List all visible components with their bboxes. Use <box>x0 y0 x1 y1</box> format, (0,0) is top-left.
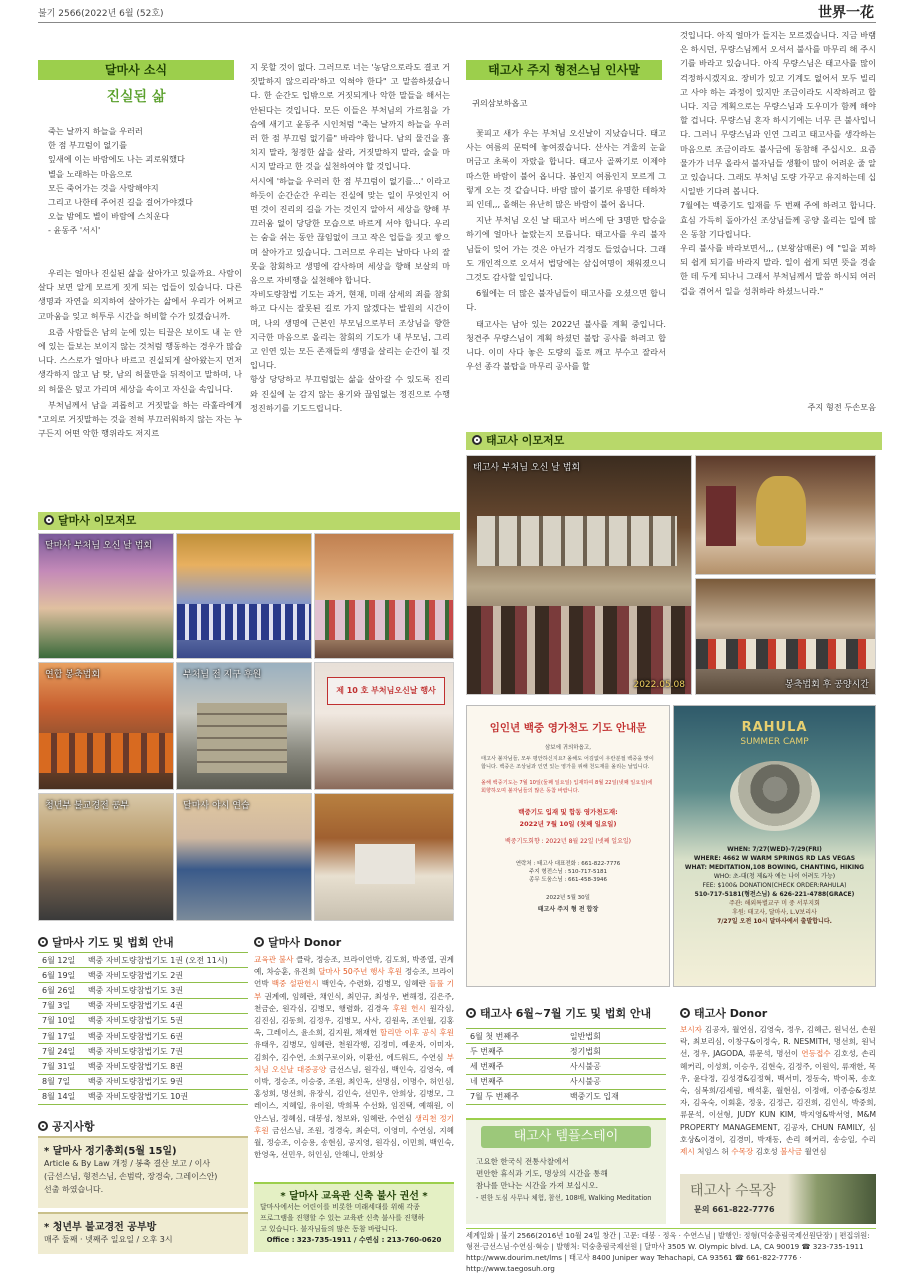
issue-info: 불기 2566(2022년 6월 (52호) <box>38 9 164 19</box>
sumokjang-title: 태고사 수목장 <box>690 1183 776 1199</box>
bullet-icon <box>38 1121 48 1131</box>
poem-block <box>48 124 234 238</box>
dharma-news-col2-text: 지 못할 것이 없다. 그러므로 너는 '농담으로라도 결코 거짓말하지 않으리라'하고 익혀야 한다" 고 말씀하셨습니다. 한 순간도 입밖으로 거짓되게나 악한 말들을 해서는 안된다는 것입니다. 모든 이들은 부처님의 가르침을 가슴에 새기고 윤동주 시인처럼 "죽는 날까지 하늘을 우러러 한 점 부끄럼 없기를" 바라야 합니다. 남의 물건을 훔치지 말라, 청정한 삶을 살라, 거짓말하지 말라, 술을 마시지 말라고 한 것을 실천하여야 할 것입니다. 서시에 '하늘을 우러러 한 점 부끄럼이 없기를…' 이라고 하듯이 순간순간 우리는 진실에 맞는 일이 무엇인지 어떤 것이 진리의 길을 가는 것인지 알아서 세상을 향해 부끄러움 없이 당당한 모습으로 바르게 서야 합니다. 우리는 숨을 쉬는 동안 끊임없이 크고 작은 업들을 짓고 쌓으며 살아가고 있습니다. 그러므로 우리는 날마다 나의 잘못을 참회하고 생명에 감사하며 세상을 향해 보살의 마음으로 자비행을 실천해야 합니다. 자비도량참법 기도는 과거, 현재, 미래 삼세의 죄를 참회하고 다시는 잘못된 길로 가지 않겠다는 발원의 시간이며, 나의 생명에 근본인 부모님으로부터 조상님을 향한 지극한 마음으로 올리는 참회의 기도가 내 부모님, 그리고 인연 있는 모든 존재들의 생명을 살리는 순간이 될 것입니다. 항상 당당하고 부끄럼없는 삶을 살아갈 수 있도록 진리와 진실에 눈 감지 않는 용기와 끊임없는 정진으로 수행정진하기를 기도드립니다. <box>250 62 450 413</box>
taego-greeting-col3-text <box>466 126 666 373</box>
dharma-buddha-day-photo <box>38 533 174 659</box>
poster-contact: 연락처 : 태고사 대표전화 : 661-822-7776 <box>515 861 621 867</box>
construction-support-photo <box>176 662 312 790</box>
sumokjang-box <box>680 1174 876 1224</box>
poster-end-date: 백중기도회향 : 2022년 8월 22일 (넷째 일요일) <box>504 838 631 845</box>
header-divider <box>38 22 876 23</box>
dharma-schedule-header: 달마사 기도 및 법회 안내 <box>38 934 174 950</box>
bullet-icon <box>680 1008 690 1018</box>
table-row: 6월 26일 백중 자비도량참법기도 3권 <box>38 983 248 998</box>
templestay-line: 참나를 만나는 시간을 가져 보십시오. <box>476 1181 599 1190</box>
poem-line: 그리고 나한테 주어진 길을 걸어가야겠다 <box>48 197 193 208</box>
dharma-hall-photo <box>176 533 312 659</box>
photo-caption: 봉축법회 후 공양시간 <box>785 680 869 690</box>
poster-date: 2022년 7월 10일 (첫째 일요일) <box>519 820 617 828</box>
table-row: 7월 두 번째주 백중기도 입재 <box>466 1089 666 1104</box>
taego-greeting-col4-text: 것입니다. 아직 얼마가 들지는 모르겠습니다. 지금 바램은 하시던, 무량스님께서 오셔서 불사를 마무리 해 주시기를 바라고 있습니다. 아직 무량스님은 태고사를 많이 걱정하시겠지요. 장비가 있고 기계도 없어서 모두 빌리고 사야 하는 과정이 있지만 조금이라도 시작하려고 합니다. 지금 계획으로는 무량스님과 도우미가 함께 해야 할 겁니다. 무량스님 혼자 하시기에는 너무 큰 불사입니다. 그러니 무량스님과 인연 그리고 태고사를 생각하는 마음으로 조금이라도 불사금에 동참해 주십시오. 요즘 물가가 너무 올라서 불자님들 생활이 많이 어려운 줄 알고 있습니다. 그래도 부처님 도량 가꾸고 유지하는데 십시일반 기다려 봅니다. 7월에는 백중기도 입재를 두 번째 주에 하려고 합니다. 효심 가득히 돌아가신 조상님들께 공양 올리는 일에 많은 동참 기다립니다. 우리 불사를 바라보면서,,, (보왕삼매론) 에 "일을 꾀하되 쉽게 되기를 바라지 말라. 일이 쉽게 되면 뜻을 경솔한 데 두게 되나니 그래서 부처님께서 말씀 하시되 여러 겁을 겪어서 일을 성취하라 하셨느니라." <box>680 30 876 296</box>
table-row: 7월 24일 백중 자비도량참법기도 7권 <box>38 1044 248 1059</box>
table-row: 6월 첫 번째주 일반법회 <box>466 1029 666 1044</box>
poem-line: 모든 죽어가는 것을 사랑해야지 <box>48 182 159 193</box>
paragraph: 태고사는 남아 있는 2022년 불사를 계획 중입니다. 청견주 무량스님이 계획 하셨던 불탑 공사를 하려고 합니다. 이미 사다 놓은 도량의 돌로 깨고 부수고 잘라서 우선 종각 불탑을 마무리 공사를 할 <box>466 318 666 372</box>
notice-line: Article & By Law 개정 / 봉축 결산 보고 / 이사 <box>44 1159 211 1168</box>
table-row: 세 번째주 사시불공 <box>466 1059 666 1074</box>
templestay-line: - 편한 도심 사무나 체험, 참선, 108배, Walking Meditation <box>476 1194 652 1202</box>
poem-line: 한 점 부끄럼이 없기를 <box>48 140 127 151</box>
table-row: 7월 3일 백중 자비도량참법기도 4권 <box>38 998 248 1013</box>
dharma-news-section-title: 달마사 소식 <box>38 60 234 80</box>
notice-line: 선출 하였습니다. <box>44 1185 104 1194</box>
taego-dharma-service-photo <box>466 455 692 695</box>
box-title: * 달마사 교육관 신축 불사 권선 * <box>280 1191 428 1202</box>
bullet-icon <box>254 937 264 947</box>
taego-donor-header: 태고사 Donor <box>680 1005 767 1021</box>
taego-meal-photo <box>695 578 876 695</box>
poem-line: 오늘 밤에도 별이 바람에 스치운다 <box>48 211 170 222</box>
bullet-icon <box>472 435 482 445</box>
taego-greeting-section-title: 태고사 주지 형전스님 인사말 <box>466 60 662 80</box>
photo-date: 2022.05.08 <box>633 680 685 690</box>
poster-line: 후원: 태고사, 달마사, L.V보리사 <box>732 909 817 916</box>
notice-header: 공지사항 <box>38 1118 95 1134</box>
poster-line: WHO: 초-대(청 제&자 예는 나이 어려도 가능) <box>713 873 836 880</box>
rahula-camp-poster <box>673 705 876 987</box>
celebration-banner-photo <box>314 662 454 790</box>
templestay-title: 태고사 템플스테이 <box>481 1126 651 1148</box>
greeting-salutation: 귀의삼보하옵고 <box>472 98 528 108</box>
poster-sub: SUMMER CAMP <box>740 737 809 747</box>
poster-contact: 종무 도움스님 : 661-458-3946 <box>529 877 607 883</box>
poem-line: 죽는 날까지 하늘을 우러러 <box>48 126 143 136</box>
dharma-news-article-title: 진실된 삶 <box>106 89 166 105</box>
poster-date-label: 백중기도 입재 및 합동 영가천도재: <box>518 808 618 816</box>
table-row: 6월 12일 백중 자비도량참법기도 1권 (오전 11시) <box>38 953 248 968</box>
taego-schedule-header: 태고사 6월~7월 기도 및 법회 안내 <box>466 1005 651 1021</box>
poem-line: 잎새에 이는 바람에도 나는 괴로워했다 <box>48 154 185 165</box>
poster-body: 태고사 불자님들, 모두 평안하신지요? 올해도 어김없이 우란분절 백중을 맞이 합니다. 백중은 조상님과 인연 있는 영가를 위해 천도재를 올리는 날입니다. <box>481 756 654 770</box>
table-row: 6월 19일 백중 자비도량참법기도 2권 <box>38 968 248 983</box>
notice-line: 매주 둘째 · 넷째주 일요일 / 오후 3시 <box>44 1235 173 1244</box>
paragraph: 우리는 얼마나 진실된 삶을 살아가고 있을까요. 사람이 살다 보면 알게 모르게 짓게 되는 업들이 있습니다. 다른 생명과 자연을 의지하여 살아가는 삶에서 우리가 어쩌고 고마움을 잊고 허투루 시간을 허비할 수가 있겠습니까. <box>38 268 242 321</box>
poster-sign: 태고사 주지 형 전 합장 <box>537 906 599 913</box>
photo-caption: 청년부 불교경전 공부 <box>45 801 129 811</box>
footer-line: 세계일화 | 불기 2566(2016년 10월 24일 창간 | 고문: 대봉 · 정욱 · 수연스님 | 발행인: 정형(덕숭총림국제선원단장) | 편집위원: <box>466 1231 870 1240</box>
sumokjang-contact: 문의 661-822-7776 <box>694 1205 775 1214</box>
poster-contact: 주지 형전스님 : 510-717-5181 <box>529 869 607 875</box>
youth-study-notice <box>38 1212 248 1254</box>
bullet-icon <box>44 515 54 525</box>
poster-line: WHAT: MEDITATION,108 BOWING, CHANTING, HIKING <box>684 864 865 871</box>
poem-line: - 윤동주 '서시' <box>48 225 101 236</box>
box-contact: Office : 323-735-1911 / 수연심 : 213-760-0620 <box>266 1236 442 1244</box>
dharma-ceremony-photo <box>314 533 454 659</box>
notice-title: * 달마사 정기총회(5월 15일) <box>44 1146 177 1157</box>
dharma-photos-header: 달마사 이모저모 <box>38 512 460 530</box>
poster-title: RAHULA <box>741 720 808 735</box>
photo-caption: 태고사 부처님 오신 날 법회 <box>473 463 581 473</box>
templestay-text <box>476 1156 656 1204</box>
dharma-donor-list: 교육관 불사 클락, 정승조, 브라이언박, 김도희, 박종열, 권계예, 차승훈, 유진희 달마사 50주년 행사 후원 정승조, 브라이언박 백중 설판헌시 백인숙, 수련화, 김병모, 임혜란 들풀 기부 권계예, 임혜란, 채인식, 최민규, 최성우, 변해정, 김은주, 천금순, 원각심, 김병모, 행렴화, 김경옥 후원 헌시 원각심, 김진심, 김동희, 김정우, 김병모, 사사, 김원옥, 조인월, 김홍옥, 그레이스, 윤소희, 김지원, 채재헌 할리만 이후 공식 후원 유태우, 김병모, 임혜란, 천원각행, 김정미, 예운자, 이미자, 김희수, 김수연, 소희구로이와, 이환선, 에드워드, 수연심 부처님 오신날 대중공양 금선스님, 원각심, 백인숙, 김영숙, 예이박, 정승조, 이승중, 조원, 최인옥, 선명심, 이명수, 허인심, 홍성희, 명선희, 유장식, 김인숙, 선민우, 안희상, 김병모, 그레이스, 지혜일, 유이원, 박희복 수선화, 임진택, 예해원, 이안스님, 정혜심, 대봉성, 청보와, 임혜란, 수연심 생리천 정기 후원 금선스님, 조원, 정경숙, 최순덕, 이영미, 수연심, 지혜월, 정승조, 이승용, 송현심, 공지영, 원각심, 이민희, 백인숙, 한영옥, 선민우, 허인심, 안해니, 안희상 <box>254 955 455 1160</box>
table-row: 네 번째주 사시불공 <box>466 1074 666 1089</box>
box-line: 고 있습니다. 불자님들의 많은 동참 바랍니다. <box>260 1225 398 1233</box>
notice-line: (금선스님, 형전스님, 손범락, 장경숙, 그레이스안) <box>44 1172 218 1181</box>
poster-line: WHERE: 4662 W WARM SPRINGS RD LAS VEGAS <box>693 855 856 862</box>
table-row: 7월 17일 백중 자비도량참법기도 6권 <box>38 1028 248 1043</box>
poster-line: 510-717-5181(형전스님) & 626-221-4788(GRACE) <box>694 891 855 898</box>
dharma-donor-header: 달마사 Donor <box>254 934 341 950</box>
table-row: 7월 10일 백중 자비도량참법기도 5권 <box>38 1013 248 1028</box>
notice-title: * 청년부 불교경전 공부방 <box>44 1222 157 1233</box>
table-row: 8월 14일 백중 자비도량참법기도 10권 <box>38 1089 248 1104</box>
photo-caption: 달마사 부처님 오신 날 법회 <box>45 541 153 551</box>
footer-divider <box>466 1228 876 1229</box>
poster-date-sign: 2022년 5월 30일 <box>546 895 590 901</box>
paragraph: 6월에는 더 많은 불자님들이 태고사를 오셨으면 합니다. <box>466 288 666 313</box>
box-line: 프로그램을 진행할 수 있는 교육관 신축 불사를 진행하 <box>260 1214 425 1222</box>
baekjung-prayer-poster <box>466 705 670 987</box>
bullet-icon <box>38 937 48 947</box>
education-fundraising-box <box>254 1182 454 1252</box>
footer-line: 형전·금선스님·수연심·혁승 | 발행처: 덕숭총림국제선원 | 달마사 3505 W. Olympic blvd. LA, CA 90019 ☎ 323-735-1911 <box>466 1242 864 1251</box>
poster-title: 임인년 백중 영가천도 기도 안내문 <box>489 722 647 734</box>
masthead-logo: 世界一花 <box>818 5 874 21</box>
footer-info <box>466 1230 876 1274</box>
poster-notice: 올해 백중기도는 7월 10일(둘째 일요일) 입재하여 8월 22일(넷째 일요일)에 회향하오며 불자님들의 많은 동참 바랍니다. <box>481 780 653 794</box>
paragraph: 요즘 사람들은 남의 눈에 있는 티끌은 보이도 내 눈 안에 있는 들보는 보이지 않는 것처럼 행동하는 경우가 많습니다. 스스로가 얼마나 바르고 진실되게 살아왔는지 먼저 생각하지 않고 남 탓, 남의 허물만을 뒤적이고 말하며, 나의 허물은 덮고 가리며 세상을 속이고 자신을 속입니다. <box>38 326 242 394</box>
templestay-line: 고요한 한국식 전통사찰에서 <box>476 1157 569 1166</box>
joint-celebration-photo <box>38 662 174 790</box>
poster-details <box>674 845 875 926</box>
taego-schedule-table <box>466 1028 666 1105</box>
taego-photos-header: 태고사 이모저모 <box>466 432 882 450</box>
poem-line: 별을 노래하는 마음으로 <box>48 168 133 179</box>
dharma-talk-photo <box>314 793 454 921</box>
paragraph: 지난 부처님 오신 날 태고사 버스에 단 3명만 탑승을 하기에 얼마나 놀랐는지 모릅니다. 태고사를 우리 불자님들이 잊어 가는 것은 아닌가 걱정도 들었습니다. 그래도 개인적으로 오셔서 법당에는 삼십여명이 채워졌으니 그것도 감사할 일입니다. <box>466 215 666 283</box>
paragraph: 꽃피고 새가 우는 부처님 오신날이 지났습니다. 태고사는 여름의 문턱에 놓여졌습니다. 산사는 겨울의 눈을 머금고 초록이 자랐을 합니다. 태고사 골짜기로 이제야 따스한 바람이 불어 옵니다. 봄인지 여름인지 모르게 그렇게 오는 것 같습니다. 바람 많이 불기로 유명한 테하차피 인데,,, 올해는 유난히 많은 바람이 불어 옵니다. <box>466 128 666 210</box>
poster-line: FEE: $100& DONATION(CHECK ORDER:RAHULA) <box>702 882 847 889</box>
bullet-icon <box>466 1008 476 1018</box>
taego-altar-photo <box>695 455 876 575</box>
dharma-schedule-table <box>38 952 248 1105</box>
poster-sub: 삼보에 귀의하옵고, <box>544 745 591 751</box>
box-line: 달마사에서는 어린이를 비롯한 미래세대를 위해 각종 <box>260 1203 420 1211</box>
templestay-line: 편안한 휴식과 기도, 명상의 시간을 통해 <box>476 1169 608 1178</box>
poster-line: WHEN: 7/27(WED)-7/29(FRI) <box>727 846 822 853</box>
poster-line: 주관: 해외특별교구 미 중 서부지회 <box>729 900 820 907</box>
banner-text: 제 10 호 부처님오신날 행사 <box>327 677 445 705</box>
dharma-practice-photo <box>176 793 312 921</box>
poster-line: 7/27일 오전 10시 달마사에서 출발합니다. <box>717 918 832 925</box>
general-meeting-notice <box>38 1136 248 1208</box>
table-row: 7월 31일 백중 자비도량참법기도 8권 <box>38 1059 248 1074</box>
paragraph: 부처님께서 남을 괴롭히고 거짓말을 하는 라훌라에게 "고의로 거짓말하는 것을 전혀 부끄러워하지 않는 자는 누구든지 어떤 악한 행위라도 저지르 <box>38 399 242 439</box>
stones-illustration <box>730 761 820 831</box>
footer-line: http://www.dourim.net/lms | 태고사 8400 Juniper way Tehachapi, CA 93561 ☎ 661-822-7776 · http://www.taegosuh.org <box>466 1253 802 1273</box>
greeting-signature: 주지 형전 두손모음 <box>807 402 876 412</box>
youth-study-photo <box>38 793 174 921</box>
dharma-news-col1-text <box>38 266 242 440</box>
photo-caption: 달마사 야시 연습 <box>183 801 250 811</box>
photo-caption: 부처님 전 지구 후원 <box>183 670 262 680</box>
taego-donor-list: 보시자 김공자, 월연심, 김영숙, 정우, 김혜근, 원닉선, 손원락, 최보리심, 이창구&이정숙, R. NESMITH, 명선희, 원닉선, 정우, JAGODA, 류문석, 명선이 연등접수 김호성, 손리 혜커리, 이성희, 이승우, 김현숙, 김정주, 이원익, 류재한, 목우, 윤다정, 김성경&김정혁, 백서미, 정동숙, 박이복, 송호숙, 심복희/김세림, 배석훈, 월현심, 이정애, 이종승&정보자, 김옥숙, 이회훈, 정웅, 김정근, 김진희, 김인식, 박중희, 류문석, 이선형, JUDY KUN KIM, 박지영&박서영, M&M PROPERTY MANAGEMENT, 김공자, CHUN FAMILY, 심호상&이경이, 김경미, 박재동, 손리 혜커리, 송승일, 수리 제시 처임스 허 수목장 김호성 불사금 월연심 <box>680 1025 877 1157</box>
photo-caption: 연합 봉축법회 <box>45 670 101 680</box>
table-row: 8월 7일 백중 자비도량참법기도 9권 <box>38 1074 248 1089</box>
table-row: 두 번째주 정기법회 <box>466 1044 666 1059</box>
templestay-box <box>466 1118 666 1224</box>
